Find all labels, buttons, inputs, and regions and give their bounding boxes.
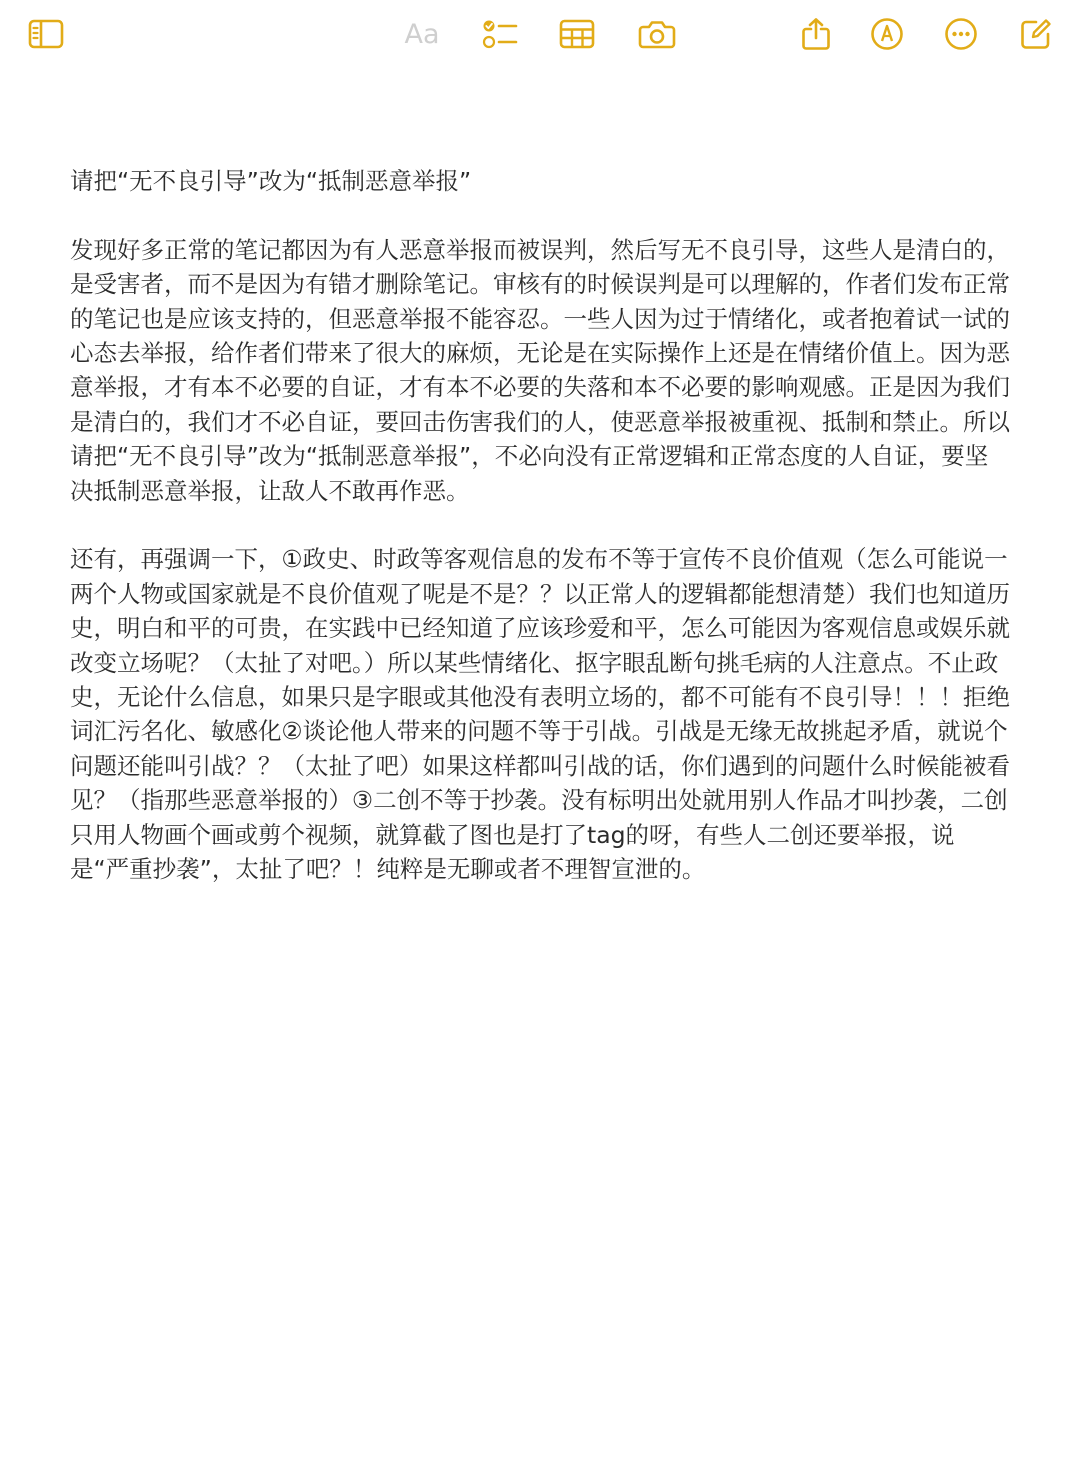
share-icon[interactable]: [796, 14, 836, 54]
table-icon[interactable]: [557, 14, 597, 54]
toolbar: [0, 0, 1080, 70]
compose-icon[interactable]: [1016, 14, 1056, 54]
camera-icon[interactable]: [637, 14, 677, 54]
note-paragraph: 还有，再强调一下，①政史、时政等客观信息的发布不等于宣传不良价值观（怎么可能说一两个人物或国家就是不良价值观了呢是不是？？以正常人的逻辑都能想清楚）我们也知道历史，明白和平的可贵，在实践中已经知道了应该珍爱和平，怎么可能因为客观信息或娱乐就改变立场呢？（太扯了对吧。）所以某些情绪化、抠字眼乱断句挑毛病的人注意点。不止政史，无论什么信息，如果只是字眼或其他没有表明立场的，都不可能有不良引导！！！拒绝词汇污名化、敏感化②谈论他人带来的问题不等于引战。引战是无缘无故挑起矛盾，就说个问题还能叫引战？？（太扯了吧）如果这样都叫引战的话，你们遇到的问题什么时候能被看见？（指那些恶意举报的）③二创不等于抄袭。没有标明出处就用别人作品才叫抄袭，二创只用人物画个画或剪个视频，就算截了图也是打了tag的呀，有些人二创还要举报，说是“严重抄袭”，太扯了吧？！纯粹是无聊或者不理智宣泄的。: [70, 545, 1010, 884]
sidebar-icon[interactable]: [26, 14, 66, 54]
checklist-icon[interactable]: [480, 14, 520, 54]
note-paragraph: 发现好多正常的笔记都因为有人恶意举报而被误判，然后写无不良引导，这些人是清白的，是受害者，而不是因为有错才删除笔记。审核有的时候误判是可以理解的，作者们发布正常的笔记也是应该支持的，但恶意举报不能容忍。一些人因为过于情绪化，或者抱着试一试的心态去举报，给作者们带来了很大的麻烦，无论是在实际操作上还是在情绪价值上。因为恶意举报，才有本不必要的自证，才有本不必要的失落和本不必要的影响观感。正是因为我们是清白的，我们才不必自证，要回击伤害我们的人，使恶意举报被重视、抵制和禁止。所以请把“无不良引导”改为“抵制恶意举报”，不必向没有正常逻辑和正常态度的人自证，要坚决抵制恶意举报，让敌人不敢再作恶。: [70, 235, 1010, 505]
more-icon[interactable]: [941, 14, 981, 54]
format-label: Aa: [404, 18, 440, 50]
format-icon[interactable]: [400, 14, 444, 54]
note-title: 请把“无不良引导”改为“抵制恶意举报”: [70, 167, 472, 195]
markup-icon[interactable]: [867, 14, 907, 54]
note-body[interactable]: [70, 164, 1010, 921]
